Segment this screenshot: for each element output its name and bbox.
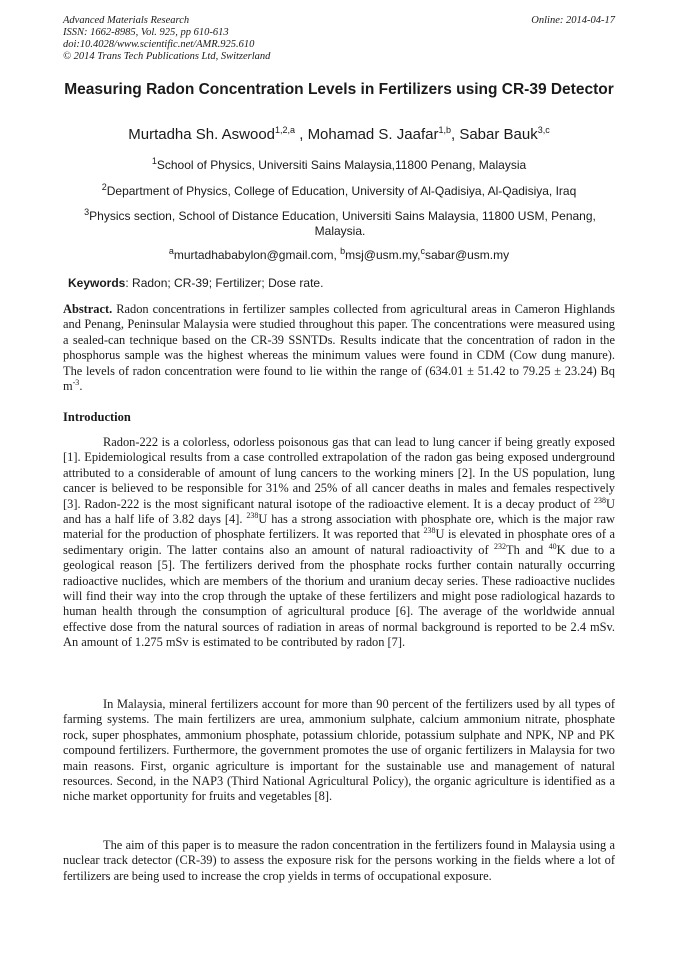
abstract	[63, 302, 615, 394]
paragraph-text: K due to a geological reason [5]. The fertilizers derived from the phosphate rocks further contain naturally occurring radioactive nuclides, which are members of the thorium and uranium decay series. These radioactive nuclides will find their way into the crop through the uptake of these fertilizers and might pose radiological hazards to human health through the consumption of agricultural produce [6]. The average of the worldwide annual effective dose from the natural sources of radiation in areas of normal background is reported to be 2.4 mSv. An amount of 1.275 mSv is estimated to be contributed by radon [7].	[63, 542, 615, 650]
affiliation-2	[63, 184, 615, 199]
keywords-line	[68, 276, 620, 291]
copyright-line: © 2014 Trans Tech Publications Ltd, Switzerland	[63, 51, 271, 62]
affiliation-sup: 1	[151, 156, 157, 166]
affiliation-1	[63, 158, 615, 173]
isotope-sup: 238	[246, 510, 259, 520]
issn-line: ISSN: 1662-8985, Vol. 925, pp 610-613	[63, 27, 229, 38]
email-separator: ,	[333, 248, 341, 262]
email-link[interactable]: sabar@usm.my	[424, 248, 510, 262]
email-link[interactable]: msj@usm.my	[345, 248, 418, 262]
email-sup: c	[420, 246, 425, 256]
paragraph-text: Radon-222 is a colorless, odorless poisonous gas that can lead to lung cancer if being greatly exposed [1]. Epidemiological results from a case controlled extrapolation of the radon gas being exposed underground attributed to a considerable of amount of lung cancers to the working miners [2]. In the US population, lung cancer is believed to be responsible for 31% and 25% of all cancer deaths in males and females respectively [3]. Radon-222 is the most significant natural isotope of the radioactive element. It is a decay product of	[63, 435, 615, 511]
paragraph-text: U has a strong association with phosphate ore, which is the major raw material for the production of phosphate fertilizers. It was reported that	[63, 512, 615, 542]
journal-header	[63, 15, 270, 63]
introduction-heading: Introduction	[63, 410, 131, 424]
abstract-label: Abstract.	[63, 302, 113, 316]
keywords-label: Keywords	[68, 276, 126, 290]
author-sup: 1,2,a	[275, 125, 296, 135]
paragraph-text: Th and	[506, 542, 549, 557]
paragraph-text: U and has a half life of 3.82 days [4].	[63, 496, 615, 527]
isotope-sup: 40	[548, 541, 557, 551]
intro-paragraph-3: The aim of this paper is to measure the radon concentration in the fertilizers found in Malaysia using a nuclear track detector (CR-39) to assess the exposure risk for the persons working in the fields where a lot of fertilizers are being used to increase the crop yields in terms of occupational exposure.	[63, 838, 615, 883]
affiliation-text: Physics section, School of Distance Education, Universiti Sains Malaysia, 11800 USM, Penang, Malaysia.	[89, 209, 596, 238]
author-separator: ,	[450, 126, 460, 143]
affiliation-text: School of Physics, Universiti Sains Malaysia,11800 Penang, Malaysia	[156, 158, 527, 172]
author-separator: ,	[299, 126, 308, 143]
isotope-sup: 238	[423, 526, 436, 536]
email-list	[63, 248, 615, 263]
email-sup: b	[340, 246, 346, 256]
email-link[interactable]: murtadhababylon@gmail.com	[173, 248, 334, 262]
affiliation-3	[80, 209, 600, 239]
keywords-text: : Radon; CR-39; Fertilizer; Dose rate.	[125, 276, 324, 290]
author-list	[63, 126, 615, 144]
doi-line: doi:10.4028/www.scientific.net/AMR.925.610	[63, 39, 255, 50]
author-sup: 3,c	[537, 125, 550, 135]
abstract-end: .	[79, 379, 83, 394]
intro-paragraph-1	[63, 435, 615, 651]
intro-paragraph-2: In Malaysia, mineral fertilizers account for more than 90 percent of the fertilizers used by all types of farming systems. The main fertilizers are urea, ammonium sulphate, calcium ammonium nitrate, phosphate rock, super phosphates, ammonium phosphate, potassium chloride, potassium sulphate and NPK, NP and PK compound fertilizers. Furthermore, the government promotes the use of organic fertilizers in Malaysia for two main reasons. First, organic agriculture is important for the sustainable use and management of natural resources. Second, in the NAP3 (Third National Agricultural Policy), the organic agriculture is identified as a niche market opportunity for fruits and vegetables [8].	[63, 697, 615, 804]
affiliation-text: Department of Physics, College of Education, University of Al-Qadisiya, Al-Qadisiya, Iraq	[106, 184, 577, 198]
isotope-sup: 238	[594, 495, 607, 505]
email-separator: ,	[417, 248, 421, 262]
author-name: Murtadha Sh. Aswood	[128, 126, 276, 143]
paper-title: Measuring Radon Concentration Levels in Fertilizers using CR-39 Detector	[64, 81, 614, 98]
author-name: Mohamad S. Jaafar	[307, 126, 439, 143]
isotope-sup: 232	[494, 541, 507, 551]
online-date: Online: 2014-04-17	[531, 15, 615, 26]
author-sup: 1,b	[438, 125, 451, 135]
paragraph-text: U is elevated in phosphate ores of a sedimentary origin. The latter contains also an amount of natural radioactivity of	[63, 527, 615, 557]
journal-name: Advanced Materials Research	[63, 15, 190, 26]
abstract-text: Radon concentrations in fertilizer samples collected from agricultural areas in Cameron Highlands and Penang, Peninsular Malaysia were studied throughout this paper. The concentrations were measured using a sealed-can technique based on the CR-39 SSNTDs. Results indicate that the concentration of radon in the phosphorus sample was the highest whereas the minimum values were found in CDM (Cow dung manure). The levels of radon concentration were found to lie within the range of (634.01 ± 51.42 to 79.25 ± 23.24) Bq m	[63, 302, 615, 394]
email-sup: a	[168, 246, 174, 256]
author-name: Sabar Bauk	[459, 126, 538, 143]
affiliation-sup: 2	[101, 182, 107, 192]
unit-sup: -3	[72, 377, 80, 387]
affiliation-sup: 3	[84, 207, 90, 217]
